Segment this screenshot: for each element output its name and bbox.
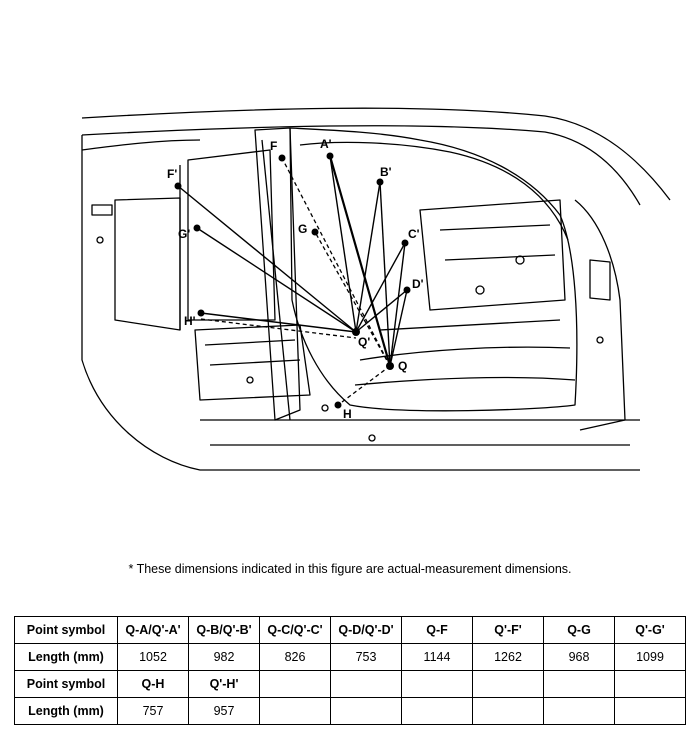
row-header: Point symbol [15,671,118,698]
dimension-table [14,616,686,725]
label-b-prime: B' [380,165,392,179]
label-d-prime: D' [412,277,424,291]
point-f [279,155,286,162]
table-cell: 757 [118,698,189,725]
point-a-prime [327,153,334,160]
table-cell: 1144 [402,644,473,671]
point-g-prime [194,225,201,232]
table-cell: Q-G [544,617,615,644]
table-row [15,644,686,671]
table-row [15,671,686,698]
table-cell [544,698,615,725]
table-cell: Q-B/Q'-B' [189,617,260,644]
table-row [15,617,686,644]
table-cell: Q-A/Q'-A' [118,617,189,644]
table-cell [473,698,544,725]
table-cell [473,671,544,698]
table-cell [402,698,473,725]
line-q-g [315,232,390,366]
measurement-note: * These dimensions indicated in this figure are actual-measurement dimensions. [128,562,572,576]
table-cell [402,671,473,698]
table-cell [615,698,686,725]
table-cell: Q-F [402,617,473,644]
label-g-prime: G' [178,227,191,241]
table-cell [331,698,402,725]
table-cell [615,671,686,698]
table-cell: Q-D/Q'-D' [331,617,402,644]
label-f-prime: F' [167,167,178,181]
label-a-prime: A' [320,137,332,151]
table-cell: Q-H [118,671,189,698]
label-g: G [298,222,308,236]
table-cell: 1052 [118,644,189,671]
table-cell: 982 [189,644,260,671]
line-q-prime-g-prime [197,228,356,332]
point-q [386,362,394,370]
table-cell [544,671,615,698]
table-cell: 968 [544,644,615,671]
table-cell: 826 [260,644,331,671]
table-row [15,698,686,725]
label-q: Q [398,359,408,373]
row-header: Length (mm) [15,644,118,671]
table-cell: 957 [189,698,260,725]
table-cell [260,671,331,698]
table-cell: Q-C/Q'-C' [260,617,331,644]
vehicle-body-outline [82,108,670,470]
table-cell [260,698,331,725]
line-q-h [338,366,390,405]
point-b-prime [377,179,384,186]
point-h [335,402,342,409]
point-d-prime [404,287,411,294]
table-cell [331,671,402,698]
row-header: Length (mm) [15,698,118,725]
label-q-prime: Q' [358,335,371,349]
row-header: Point symbol [15,617,118,644]
point-g [312,229,319,236]
point-h-prime [198,310,205,317]
table-cell: 1262 [473,644,544,671]
point-f-prime [175,183,182,190]
table-cell: Q'-F' [473,617,544,644]
line-q-f [282,158,390,366]
label-h-prime: H' [184,314,196,328]
label-f: F [270,139,278,153]
table-cell: Q'-H' [189,671,260,698]
line-q-prime-a [330,156,356,332]
label-h: H [343,407,352,421]
table-cell: 1099 [615,644,686,671]
table-cell: 753 [331,644,402,671]
label-c-prime: C' [408,227,420,241]
line-q-c [390,243,405,366]
table-cell: Q'-G' [615,617,686,644]
